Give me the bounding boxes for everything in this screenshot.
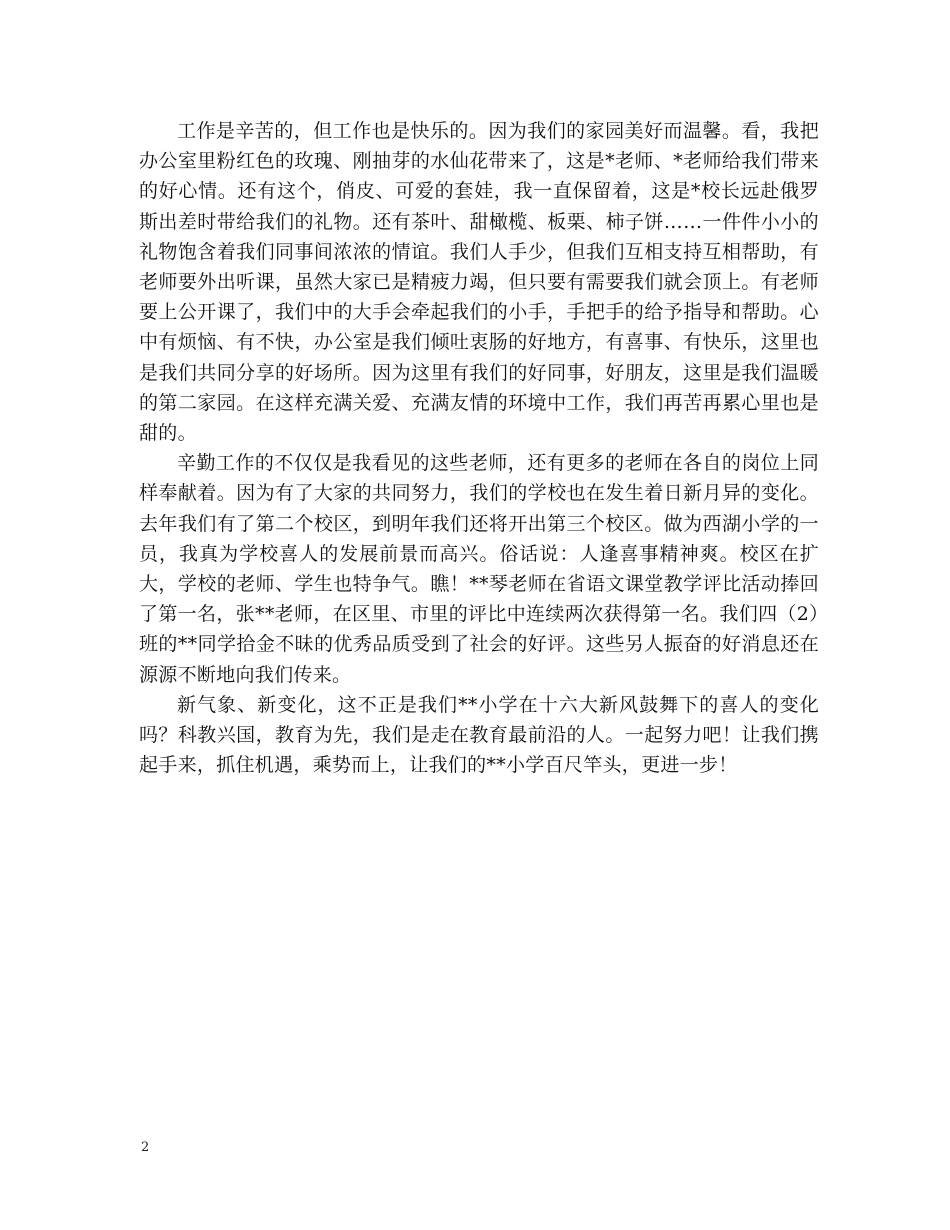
page-number: 2 [141,1140,150,1155]
paragraph-2: 辛勤工作的不仅仅是我看见的这些老师，还有更多的老师在各自的岗位上同样奉献着。因为有了大家的共同努力，我们的学校也在发生着日新月异的变化。去年我们有了第二个校区，到明年我们还将开出第三个校区。做为西湖小学的一员，我真为学校喜人的发展前景而高兴。俗话说：人逢喜事精神爽。校区在扩大，学校的老师、学生也特争气。瞧！**琴老师在省语文课堂教学评比活动捧回了第一名，张**老师，在区里、市里的评比中连续两次获得第一名。我们四（2）班的**同学拾金不昧的优秀品质受到了社会的好评。这些另人振奋的好消息还在源源不断地向我们传来。 [139,452,819,686]
document-body [139,116,819,780]
paragraph-3: 新气象、新变化，这不正是我们**小学在十六大新风鼓舞下的喜人的变化吗？科教兴国，教育为先，我们是走在教育最前沿的人。一起努力吧！让我们携起手来，抓住机遇，乘势而上，让我们的**小学百尺竿头，更进一步！ [139,693,819,777]
paragraph-1: 工作是辛苦的，但工作也是快乐的。因为我们的家园美好而温馨。看，我把办公室里粉红色的玫瑰、刚抽芽的水仙花带来了，这是*老师、*老师给我们带来的好心情。还有这个，俏皮、可爱的套娃，我一直保留着，这是*校长远赴俄罗斯出差时带给我们的礼物。还有茶叶、甜橄榄、板栗、柿子饼……一件件小小的礼物饱含着我们同事间浓浓的情谊。我们人手少，但我们互相支持互相帮助，有老师要外出听课，虽然大家已是精疲力竭，但只要有需要我们就会顶上。有老师要上公开课了，我们中的大手会牵起我们的小手，手把手的给予指导和帮助。心中有烦恼、有不快，办公室是我们倾吐衷肠的好地方，有喜事、有快乐，这里也是我们共同分享的好场所。因为这里有我们的好同事，好朋友，这里是我们温暖的第二家园。在这样充满关爱、充满友情的环境中工作，我们再苦再累心里也是甜的。 [139,120,819,445]
